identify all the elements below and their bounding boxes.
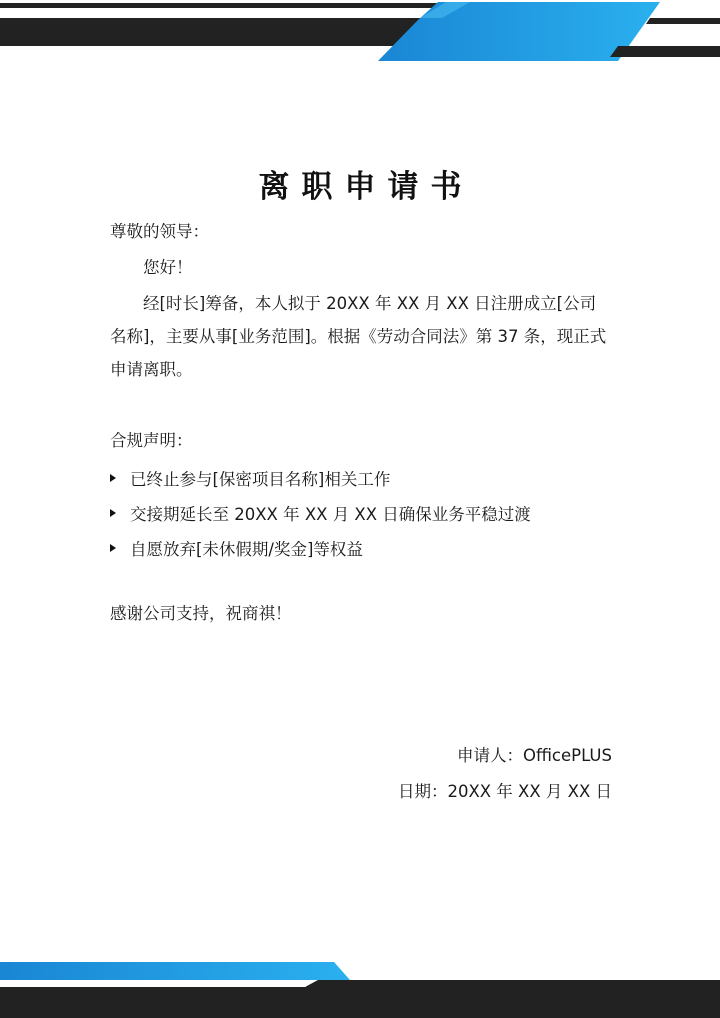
list-item	[106, 495, 612, 530]
list-item	[106, 530, 612, 565]
hello-line: 您好！	[143, 258, 193, 277]
list-item	[106, 460, 612, 495]
compliance-heading: 合规声明：	[110, 431, 193, 450]
triangle-bullet-icon	[110, 544, 116, 552]
signature-date: 日期：20XX 年 XX 月 XX 日	[397, 782, 612, 801]
list-item-text: 自愿放弃[未休假期/奖金]等权益	[130, 539, 363, 559]
compliance-list	[106, 460, 612, 565]
greeting-line: 尊敬的领导：	[110, 222, 209, 241]
footer-decoration	[0, 954, 720, 1018]
page-title: 离职申请书	[258, 169, 474, 205]
thanks-line: 感谢公司支持，祝商祺！	[110, 604, 292, 623]
main-paragraph: 经[时长]筹备，本人拟于 20XX 年 XX 月 XX 日注册成立[公司名称]，主要从事[业务范围]。根据《劳动合同法》第 37 条，现正式申请离职。	[110, 294, 607, 379]
header-decoration	[0, 0, 720, 64]
list-item-text: 交接期延长至 20XX 年 XX 月 XX 日确保业务平稳过渡	[130, 504, 531, 524]
list-item-text: 已终止参与[保密项目名称]相关工作	[130, 469, 391, 489]
triangle-bullet-icon	[110, 509, 116, 517]
triangle-bullet-icon	[110, 474, 116, 482]
applicant-signature: 申请人：OfficePLUS	[456, 746, 612, 765]
